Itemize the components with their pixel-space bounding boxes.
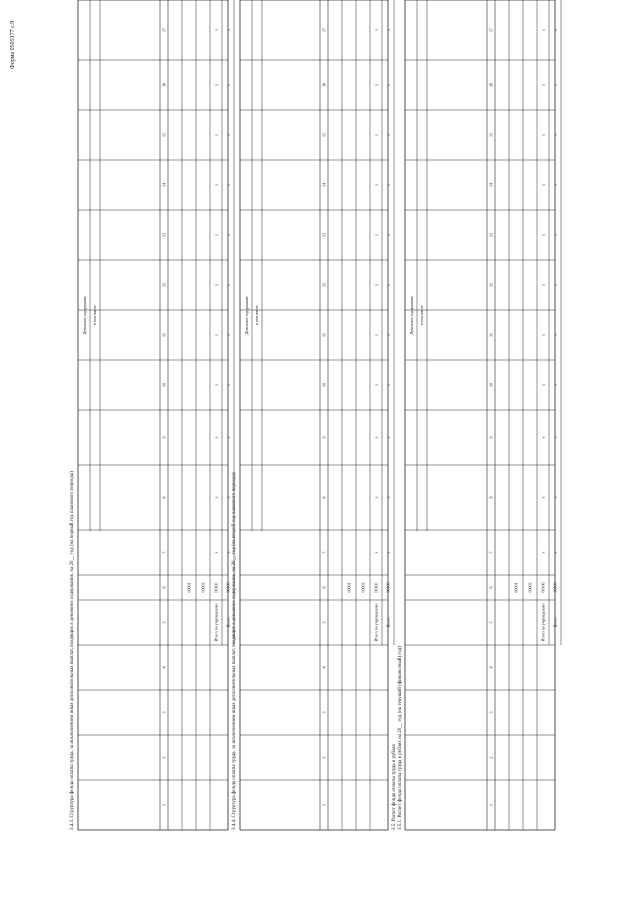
x-mark: x [540, 234, 546, 236]
column-number: 9 [161, 436, 167, 439]
x-mark: x [552, 84, 558, 86]
section-3-grid [405, 0, 558, 830]
x-mark: x [552, 496, 558, 499]
x-mark: x [373, 551, 379, 554]
row-label: Всего [225, 617, 231, 628]
column-number: 9 [321, 436, 327, 439]
x-mark: x [385, 29, 391, 31]
column-number: 11 [488, 333, 494, 337]
x-mark: x [213, 334, 219, 336]
x-mark: x [385, 134, 391, 136]
section-3-caption-a: 3.5. Расчет фонда оплаты труда в рублях [392, 743, 397, 830]
x-mark: x [373, 384, 379, 386]
column-number: 12 [161, 283, 167, 287]
column-number: 16 [321, 83, 327, 87]
column-number: 9 [488, 436, 494, 439]
column-number: 8 [161, 496, 167, 499]
x-mark: x [385, 234, 391, 236]
column-number: 2 [488, 756, 494, 759]
column-number: 7 [321, 551, 327, 554]
x-mark: x [225, 384, 231, 386]
x-mark: x [540, 496, 546, 499]
column-number: 14 [161, 183, 167, 187]
column-number: 2 [161, 756, 167, 759]
x-mark: x [385, 384, 391, 386]
column-number: 13 [488, 233, 494, 237]
x-mark: x [552, 384, 558, 386]
column-number: 4 [161, 666, 167, 669]
x-mark: x [552, 234, 558, 236]
x-mark: x [225, 29, 231, 31]
header-incl: в том числе [92, 305, 97, 326]
x-mark: x [213, 436, 219, 439]
x-mark: x [225, 436, 231, 439]
row-code: 90100 [225, 582, 231, 593]
section-2-grid [240, 0, 391, 830]
row-code: 00001 [346, 582, 352, 593]
column-number: 3 [321, 711, 327, 714]
column-number: 6 [161, 586, 167, 589]
column-number: 8 [488, 496, 494, 499]
x-mark: x [225, 334, 231, 336]
x-mark: x [373, 184, 379, 186]
x-mark: x [373, 436, 379, 439]
column-number: 7 [161, 551, 167, 554]
column-number: 12 [488, 283, 494, 287]
x-mark: x [385, 284, 391, 286]
x-mark: x [373, 284, 379, 286]
row-label: Всего [552, 617, 558, 628]
x-mark: x [373, 29, 379, 31]
column-number: 4 [488, 666, 494, 669]
column-number: 12 [321, 283, 327, 287]
x-mark: x [385, 84, 391, 86]
column-number: 11 [321, 333, 327, 337]
header-main: Денежное содержание [244, 296, 249, 335]
header-main: Денежное содержание [409, 296, 414, 335]
column-number: 10 [161, 383, 167, 387]
column-number: 4 [321, 666, 327, 669]
x-mark: x [213, 184, 219, 186]
x-mark: x [552, 29, 558, 31]
column-number: 15 [321, 133, 327, 137]
column-number: 16 [161, 83, 167, 87]
x-mark: x [552, 184, 558, 186]
column-number: 2 [321, 756, 327, 759]
column-number: 1 [161, 804, 167, 806]
x-mark: x [540, 334, 546, 336]
column-number: 10 [488, 383, 494, 387]
row-label: Всего [385, 617, 391, 628]
column-number: 5 [488, 621, 494, 624]
x-mark: x [540, 436, 546, 439]
x-mark: x [373, 234, 379, 236]
row-code: 00001 [186, 582, 192, 593]
column-number: 5 [161, 621, 167, 624]
x-mark: x [540, 29, 546, 31]
x-mark: x [213, 29, 219, 31]
column-number: 17 [161, 28, 167, 32]
section-3-table [405, 0, 558, 830]
row-code: 90100 [552, 582, 558, 593]
column-number: 14 [488, 183, 494, 187]
x-mark: x [540, 84, 546, 86]
x-mark: x [540, 134, 546, 136]
x-mark: x [385, 496, 391, 499]
row-code: 00100 [540, 582, 546, 593]
section-1-grid [78, 0, 231, 830]
column-number: 17 [321, 28, 327, 32]
column-number: 3 [161, 711, 167, 714]
x-mark: x [213, 84, 219, 86]
x-mark: x [225, 184, 231, 186]
column-number: 8 [321, 496, 327, 499]
x-mark: x [225, 496, 231, 499]
column-number: 1 [488, 804, 494, 806]
column-number: 10 [321, 383, 327, 387]
x-mark: x [552, 551, 558, 554]
header-incl: в том числе [254, 305, 259, 326]
x-mark: x [540, 284, 546, 286]
section-1-table [78, 0, 231, 830]
header-incl: в том числе [419, 305, 424, 326]
x-mark: x [213, 496, 219, 499]
row-code: 00002 [200, 582, 206, 593]
column-number: 5 [321, 621, 327, 624]
row-code: 00100 [373, 582, 379, 593]
row-code: 00002 [527, 582, 533, 593]
column-number: 17 [488, 28, 494, 32]
x-mark: x [225, 84, 231, 86]
column-number: 6 [321, 586, 327, 589]
row-label: Итого по учреждению [373, 603, 379, 642]
x-mark: x [213, 551, 219, 554]
x-mark: x [552, 284, 558, 286]
x-mark: x [540, 184, 546, 186]
x-mark: x [373, 334, 379, 336]
x-mark: x [385, 334, 391, 336]
section-3-caption-b: 3.5.1. Расчет фонда оплаты труда в рублях на 20__ год (на текущий (финансовый) год) [398, 646, 403, 830]
x-mark: x [373, 496, 379, 499]
row-code: 00100 [213, 582, 219, 593]
x-mark: x [225, 284, 231, 286]
row-label: Итого по учреждению [540, 603, 546, 642]
x-mark: x [385, 436, 391, 439]
column-number: 7 [488, 551, 494, 554]
x-mark: x [213, 234, 219, 236]
column-number: 1 [321, 804, 327, 806]
column-number: 13 [321, 233, 327, 237]
column-number: 15 [161, 133, 167, 137]
form-number: Форма 0505177 с.9 [10, 20, 16, 69]
x-mark: x [552, 436, 558, 439]
column-number: 11 [161, 333, 167, 337]
x-mark: x [225, 134, 231, 136]
x-mark: x [552, 334, 558, 336]
column-number: 15 [488, 133, 494, 137]
x-mark: x [213, 384, 219, 386]
x-mark: x [213, 134, 219, 136]
column-number: 3 [488, 711, 494, 714]
section-2-table [240, 0, 391, 830]
x-mark: x [225, 551, 231, 554]
x-mark: x [540, 551, 546, 554]
column-number: 6 [488, 586, 494, 589]
x-mark: x [373, 84, 379, 86]
row-code: 00001 [513, 582, 519, 593]
x-mark: x [225, 234, 231, 236]
x-mark: x [385, 184, 391, 186]
x-mark: x [373, 134, 379, 136]
column-number: 13 [161, 233, 167, 237]
section-1-caption: 3.4.3. Структура фонда оплаты труда, за исключением иных дополнительных выплат, входящих в денежное содержание, на 20__ год (на первый год планового периода) [70, 471, 75, 830]
header-main: Денежное содержание [82, 296, 87, 335]
x-mark: x [540, 384, 546, 386]
row-label: Итого по учреждению [213, 603, 219, 642]
x-mark: x [385, 551, 391, 554]
column-number: 14 [321, 183, 327, 187]
x-mark: x [213, 284, 219, 286]
section-2-caption: 3.4.4. Структура фонда оплаты труда, за исключением иных дополнительных выплат, входящих в денежное содержание, на 20__ год (на второй год планового периода) [232, 472, 237, 830]
row-code: 90100 [385, 582, 391, 593]
x-mark: x [552, 134, 558, 136]
row-code: 00002 [360, 582, 366, 593]
column-number: 16 [488, 83, 494, 87]
